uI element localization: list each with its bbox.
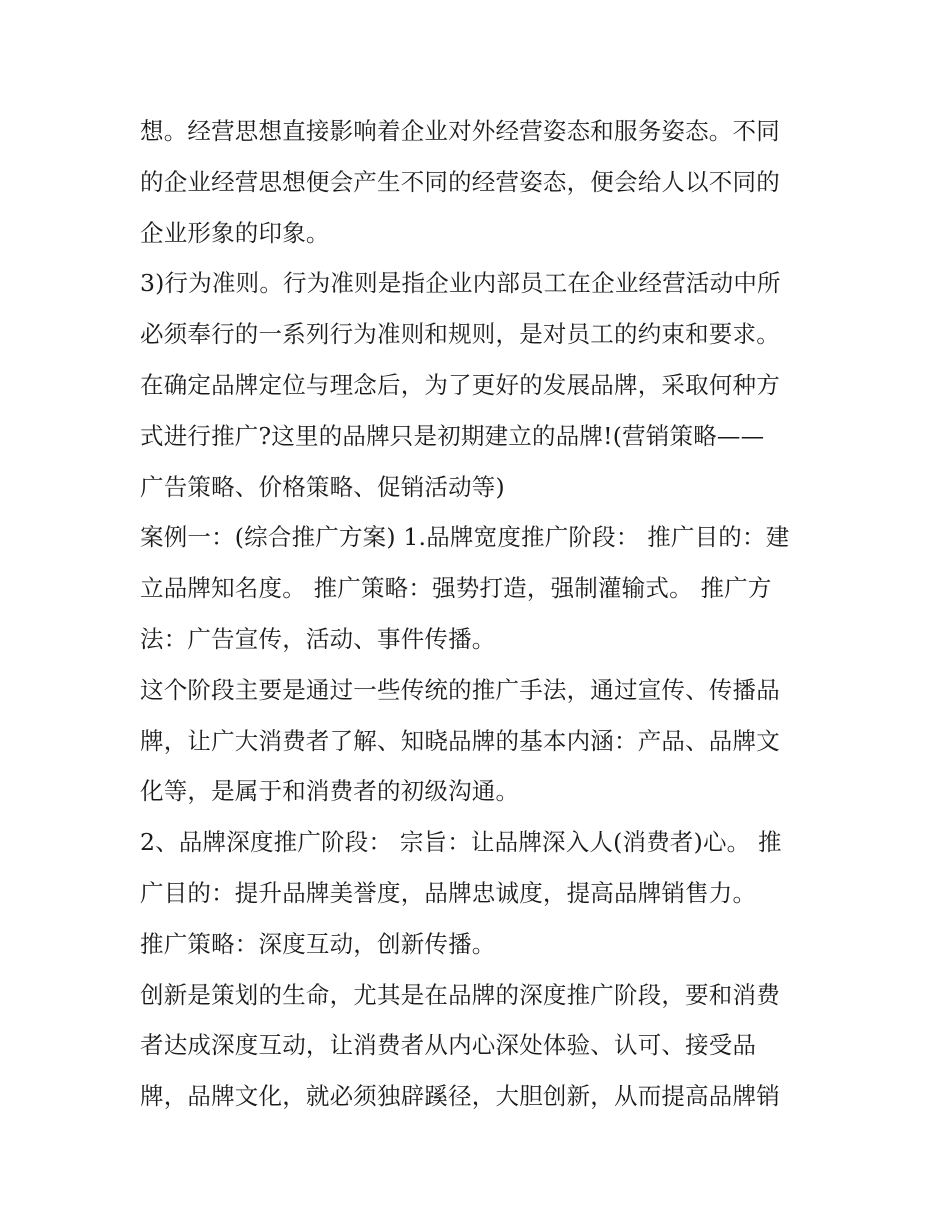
document-body: [140, 106, 812, 1122]
text-line: 化等，是属于和消费者的初级沟通。: [140, 777, 520, 806]
text-line: 想。经营思想直接影响着企业对外经营姿态和服务姿态。不同: [140, 117, 780, 145]
text-line: 案例一：(综合推广方案) 1.品牌宽度推广阶段： 推广目的：建: [140, 523, 790, 552]
text-line: 者达成深度互动，让消费者从内心深处体验、认可、接受品: [140, 1031, 757, 1060]
text-line: 创新是策划的生命，尤其是在品牌的深度推广阶段，要和消费: [140, 980, 780, 1009]
text-line: 牌，品牌文化，就必须独辟蹊径，大胆创新，从而提高品牌销: [140, 1082, 780, 1111]
text-line: 3)行为准则。行为准则是指企业内部员工在企业经营活动中所: [140, 269, 781, 298]
text-line: 立品牌知名度。 推广策略：强势打造，强制灌输式。 推广方: [140, 574, 772, 603]
text-line: 在确定品牌定位与理念后，为了更好的发展品牌，采取何种方: [140, 370, 780, 399]
text-line: 2、品牌深度推广阶段： 宗旨：让品牌深入人(消费者)心。 推: [140, 828, 782, 857]
text-line: 这个阶段主要是通过一些传统的推广手法，通过宣传、传播品: [140, 675, 780, 704]
text-line: 企业形象的印象。: [140, 218, 330, 247]
text-line: 必须奉行的一系列行为准则和规则，是对员工的约束和要求。: [140, 320, 780, 349]
text-line: 法：广告宣传，活动、事件传播。: [140, 624, 496, 653]
text-line: 式进行推广?这里的品牌只是初期建立的品牌!(营销策略——: [140, 421, 765, 450]
text-line: 的企业经营思想便会产生不同的经营姿态，便会给人以不同的: [140, 167, 780, 196]
text-line: 广目的：提升品牌美誉度，品牌忠诚度，提高品牌销售力。: [140, 878, 757, 907]
text-line: 广告策略、价格策略、促销活动等): [140, 472, 505, 501]
text-line: 推广策略：深度互动，创新传播。: [140, 929, 496, 958]
text-line: 牌，让广大消费者了解、知晓品牌的基本内涵：产品、品牌文: [140, 726, 780, 755]
